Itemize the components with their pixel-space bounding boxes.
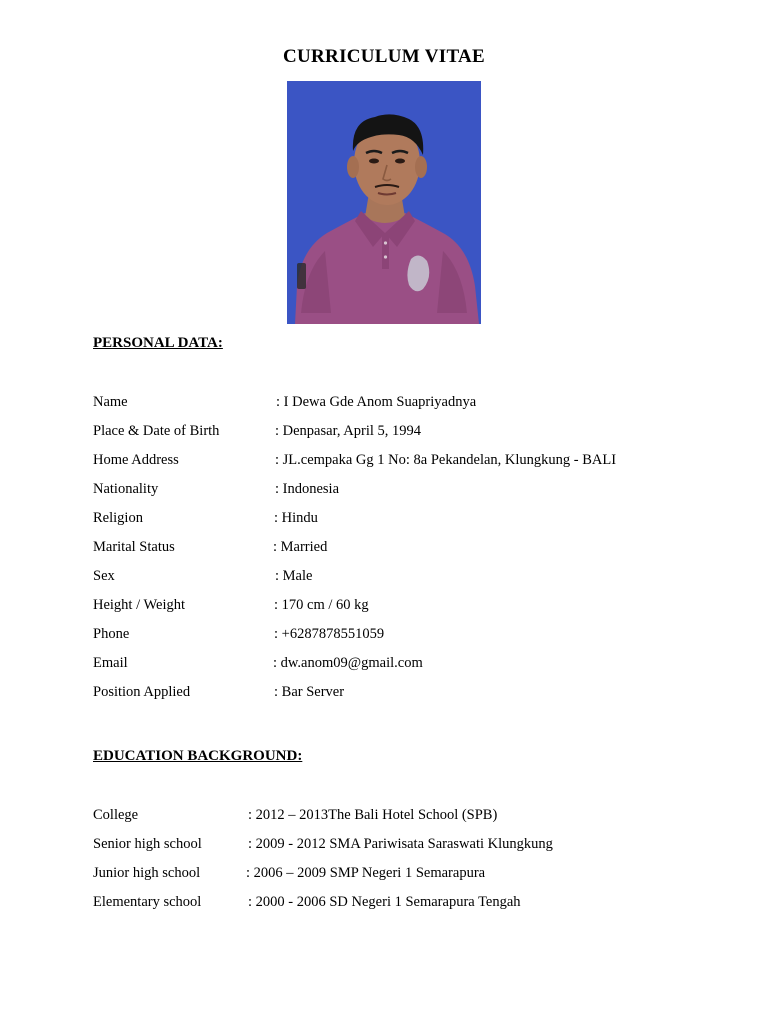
row-value: : 2012 – 2013The Bali Hotel School (SPB)	[248, 807, 498, 823]
profile-photo	[287, 81, 481, 324]
education-heading: EDUCATION BACKGROUND:	[93, 748, 303, 764]
row-value: : 2006 – 2009 SMP Negeri 1 Semarapura	[246, 865, 486, 881]
portrait-illustration	[287, 81, 481, 324]
row-label: College	[93, 807, 139, 823]
page-title: CURRICULUM VITAE	[282, 46, 486, 67]
row-label: Sex	[93, 568, 115, 584]
row-label: Marital Status	[93, 539, 175, 555]
row-label: Place & Date of Birth	[93, 423, 220, 439]
personal-data-heading: PERSONAL DATA:	[93, 335, 223, 351]
row-value: : Indonesia	[275, 481, 340, 497]
row-value: : Married	[273, 539, 328, 555]
row-label: Religion	[93, 510, 143, 526]
row-value: : JL.cempaka Gg 1 No: 8a Pekandelan, Klungkung - BALI	[275, 452, 617, 468]
row-label: Position Applied	[93, 684, 191, 700]
row-label: Home Address	[93, 452, 179, 468]
row-value: : 2000 - 2006 SD Negeri 1 Semarapura Tengah	[248, 894, 521, 910]
row-label: Email	[93, 655, 128, 671]
row-value: : Hindu	[274, 510, 318, 526]
row-label: Elementary school	[93, 894, 202, 910]
row-label: Phone	[93, 626, 130, 642]
row-value: : 170 cm / 60 kg	[274, 597, 369, 613]
row-value: : dw.anom09@gmail.com	[273, 655, 423, 671]
row-label: Senior high school	[93, 836, 202, 852]
row-label: Nationality	[93, 481, 159, 497]
row-value: : +6287878551059	[274, 626, 385, 642]
row-value: : 2009 - 2012 SMA Pariwisata Saraswati Klungkung	[248, 836, 553, 852]
row-value: : Denpasar, April 5, 1994	[275, 423, 422, 439]
row-value: : Bar Server	[274, 684, 345, 700]
row-value: : I Dewa Gde Anom Suapriyadnya	[276, 394, 477, 410]
row-label: Height / Weight	[93, 597, 185, 613]
row-label: Name	[93, 394, 128, 410]
row-value: : Male	[275, 568, 313, 584]
row-label: Junior high school	[93, 865, 201, 881]
